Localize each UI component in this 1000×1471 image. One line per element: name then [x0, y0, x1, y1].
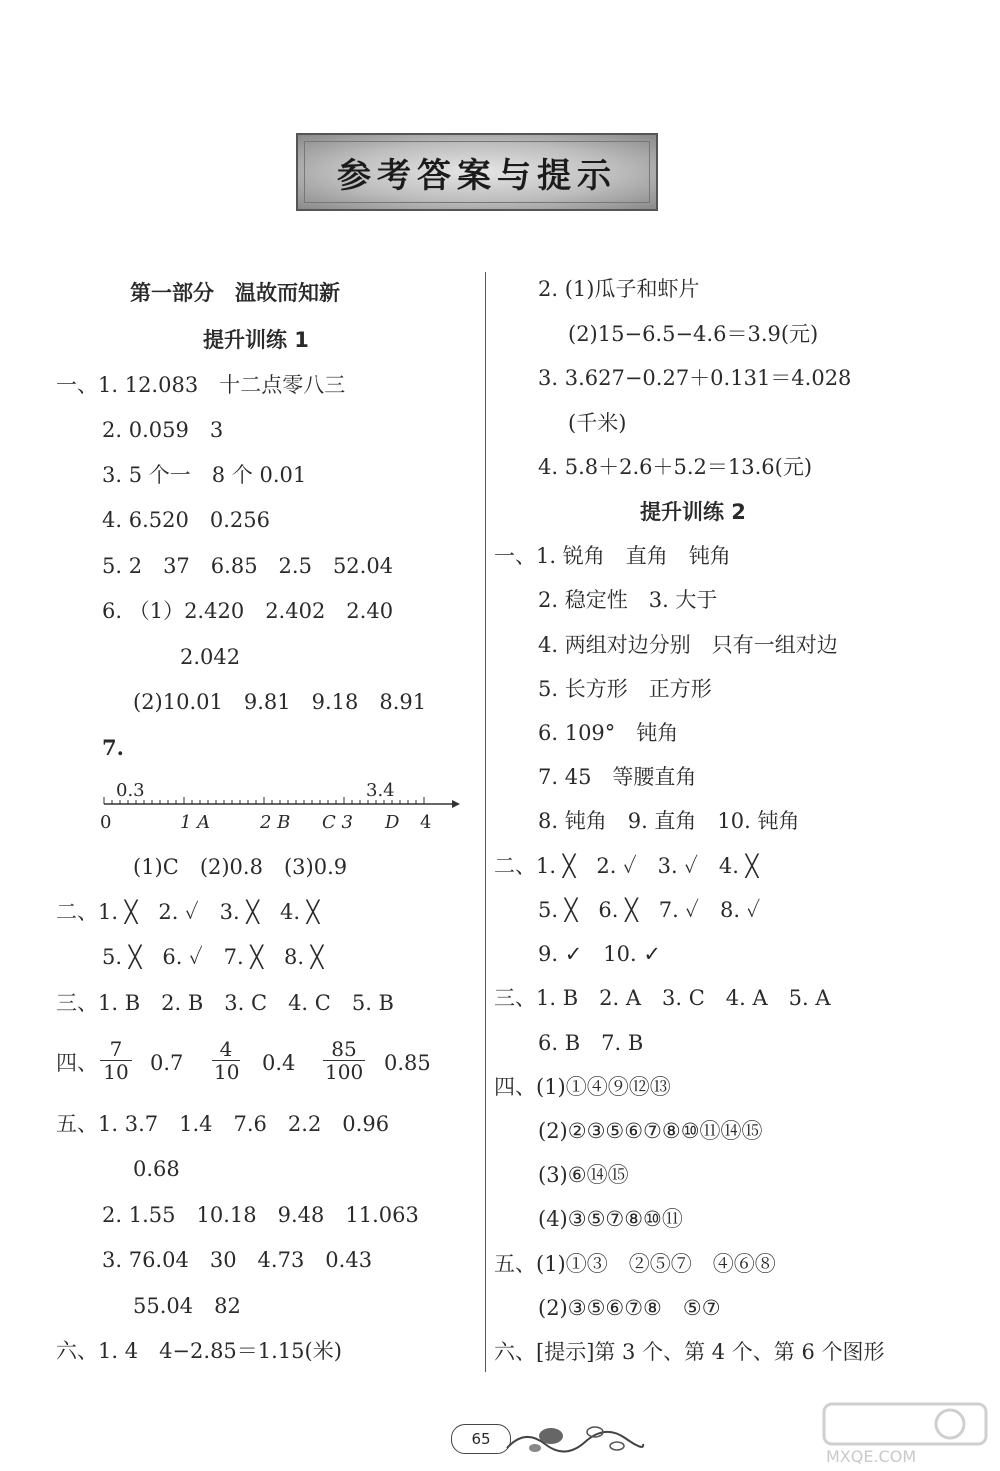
number-line [100, 776, 460, 836]
fraction [100, 1038, 132, 1083]
watermark-text: MXQE.COM [826, 1447, 917, 1466]
answer-line: 2. (1)瓜子和虾片 [538, 277, 700, 301]
answer-line: 5. 长方形 正方形 [538, 677, 712, 701]
answer-line: 55.04 82 [133, 1294, 241, 1318]
page-number: 65 [451, 1424, 511, 1454]
number-line-label: 2 B [260, 812, 291, 833]
answer-line: 8. 钝角 9. 直角 10. 钝角 [538, 809, 800, 833]
answer-line: (1)C (2)0.8 (3)0.9 [133, 855, 348, 879]
number-line-label: 3.4 [366, 780, 395, 801]
answer-line: (2)②③⑤⑥⑦⑧⑩⑪⑭⑮ [538, 1119, 763, 1143]
answer-line: 3. 5 个一 8 个 0.01 [102, 463, 307, 487]
fraction [212, 1038, 240, 1083]
page-title: 参考答案与提示 [337, 155, 617, 196]
part-title: 第一部分 温故而知新 [130, 281, 340, 305]
answer-line: 4. 6.520 0.256 [102, 508, 270, 532]
answer-line: 三、1. B 2. B 3. C 4. C 5. B [56, 991, 394, 1015]
answer-line: (千米) [568, 411, 627, 435]
answer-line: (2)15−6.5−4.6＝3.9(元) [568, 322, 819, 346]
answer-line: 3. 76.04 30 4.73 0.43 [102, 1248, 373, 1272]
fraction-numerator: 85 [323, 1038, 365, 1061]
answer-line: 0.4 [262, 1051, 296, 1075]
answer-line: 五、1. 3.7 1.4 7.6 2.2 0.96 [56, 1112, 390, 1136]
answer-line: 2. 稳定性 3. 大于 [538, 588, 718, 612]
answer-line: 2. 1.55 10.18 9.48 11.063 [102, 1203, 419, 1227]
number-line-label: 4 [420, 812, 432, 833]
answer-line: 六、1. 4 4−2.85＝1.15(米) [56, 1339, 342, 1363]
fraction-denominator: 10 [103, 1060, 129, 1084]
fraction-numerator: 7 [100, 1038, 132, 1061]
answer-line: 三、1. B 2. A 3. C 4. A 5. A [494, 986, 831, 1010]
answer-line: 0.85 [384, 1051, 431, 1075]
number-line-label: 0.3 [116, 780, 145, 801]
answer-line: 二、1. ╳ 2. ✓ 3. ╳ 4. ╳ [56, 900, 320, 924]
answer-line: 7. 45 等腰直角 [538, 765, 697, 789]
answer-line: (4)③⑤⑦⑧⑩⑪ [538, 1207, 683, 1231]
fraction-denominator: 100 [325, 1060, 364, 1084]
fraction-numerator: 4 [212, 1038, 240, 1061]
section-heading-1: 提升训练 1 [203, 328, 309, 352]
answer-line: 7. [102, 735, 124, 760]
watermark-stamp-icon [820, 1400, 990, 1448]
answer-line: 4. 两组对边分别 只有一组对边 [538, 633, 838, 657]
answer-line: 五、(1)①③ ②⑤⑦ ④⑥⑧ [494, 1252, 776, 1276]
number-line-label: D [385, 812, 400, 833]
answer-line: 6. B 7. B [538, 1031, 644, 1055]
answer-line: 6. 109° 钝角 [538, 721, 679, 745]
number-line-label: C 3 [322, 812, 353, 833]
answer-line: 5. ╳ 6. ╳ 7. ✓ 8. ✓ [538, 898, 761, 922]
answer-line: 二、1. ╳ 2. ✓ 3. ✓ 4. ╳ [494, 854, 759, 878]
answer-line: 6. （1）2.420 2.402 2.40 [102, 599, 394, 623]
answer-line: 一、1. 锐角 直角 钝角 [494, 544, 731, 568]
answer-line: 5. 2 37 6.85 2.5 52.04 [102, 554, 394, 578]
column-divider [485, 272, 486, 1372]
answer-line: 四、(1)①④⑨⑫⑬ [494, 1075, 671, 1099]
answer-line: 2. 0.059 3 [102, 418, 224, 442]
number-line-label: 0 [100, 812, 112, 833]
answer-line: (3)⑥⑭⑮ [538, 1163, 629, 1187]
answer-line: 3. 3.627−0.27＋0.131＝4.028 [538, 366, 852, 390]
answer-line: 六、[提示]第 3 个、第 4 个、第 6 个图形 [494, 1340, 885, 1364]
fraction [323, 1038, 365, 1083]
section-heading-2: 提升训练 2 [640, 500, 746, 524]
fraction-denominator: 10 [214, 1060, 240, 1084]
watermark-logo [820, 1400, 990, 1466]
answer-line: (2)10.01 9.81 9.18 8.91 [133, 690, 427, 714]
answer-line: 5. ╳ 6. ✓ 7. ╳ 8. ╳ [102, 945, 324, 969]
title-banner [296, 133, 658, 211]
answer-line: 4. 5.8＋2.6＋5.2＝13.6(元) [538, 455, 813, 479]
answer-line: 0.68 [133, 1157, 180, 1181]
answer-line: 0.7 [150, 1051, 184, 1075]
answer-line: 9. ✓ 10. ✓ [538, 942, 661, 966]
answer-line: 四、 [56, 1051, 98, 1075]
answer-line: (2)③⑤⑥⑦⑧ ⑤⑦ [538, 1296, 721, 1320]
answer-line: 一、1. 12.083 十二点零八三 [56, 373, 346, 397]
answer-line: 2.042 [180, 645, 241, 669]
decorative-vine-icon [505, 1418, 645, 1458]
number-line-label: 1 A [180, 812, 211, 833]
